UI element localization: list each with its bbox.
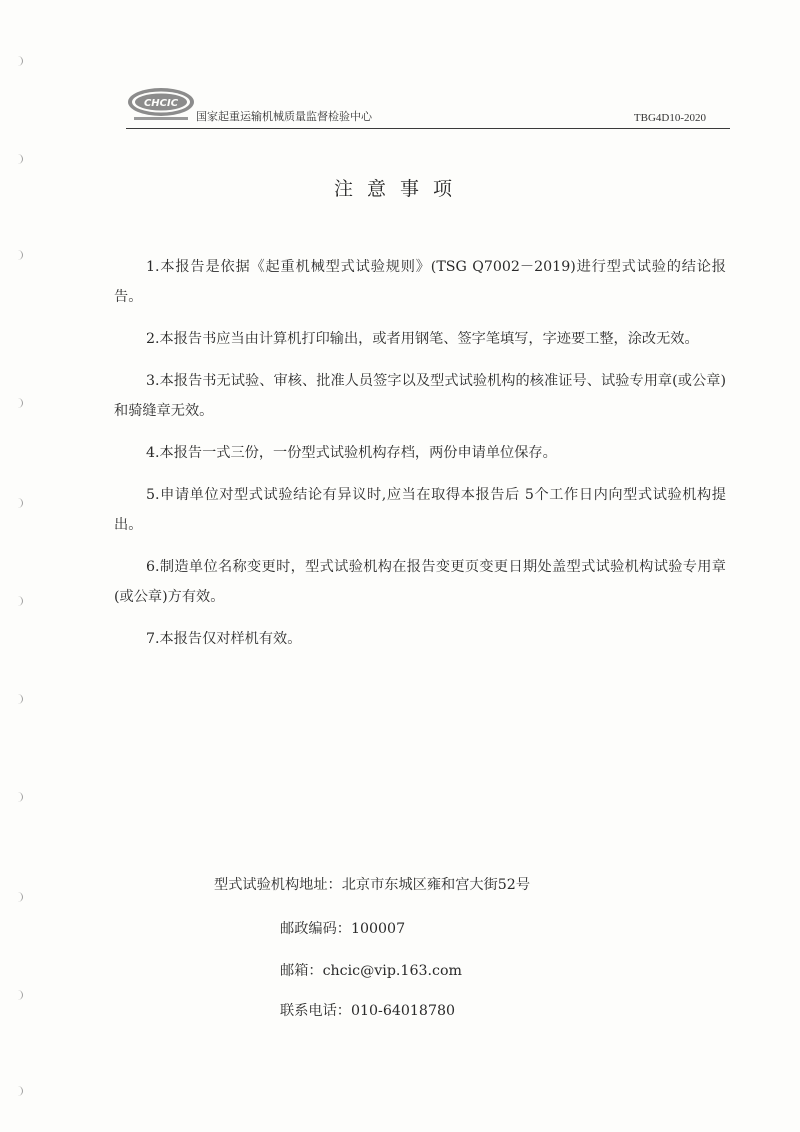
note-item: 4.本报告一式三份，一份型式试验机构存档，两份申请单位保存。 bbox=[146, 445, 557, 461]
binding-mark bbox=[14, 498, 23, 508]
address-row bbox=[214, 874, 530, 894]
postcode-value: 100007 bbox=[350, 921, 406, 937]
binding-mark bbox=[14, 990, 23, 1000]
binding-mark bbox=[14, 694, 23, 704]
note-item: 6.制造单位名称变更时，型式试验机构在报告变更页变更日期处盖型式试验机构试验专用章(或公章)方有效。 bbox=[114, 559, 726, 605]
header-rule bbox=[126, 128, 730, 129]
address-label: 型式试验机构地址： bbox=[214, 877, 342, 893]
binding-mark bbox=[14, 398, 23, 408]
phone-row bbox=[280, 1000, 455, 1020]
note-item: 1.本报告是依据《起重机械型式试验规则》(TSG Q7002－2019)进行型式试验的结论报告。 bbox=[114, 259, 726, 305]
note-item: 2.本报告书应当由计算机打印输出，或者用钢笔、签字笔填写，字迹要工整，涂改无效。 bbox=[146, 331, 699, 347]
document-number: TBG4D10-2020 bbox=[633, 112, 706, 124]
binding-mark bbox=[14, 596, 23, 606]
phone-value: 010-64018780 bbox=[350, 1003, 456, 1019]
email-row bbox=[280, 960, 462, 980]
email-label: 邮箱： bbox=[280, 963, 323, 979]
address-value: 北京市东城区雍和宫大街52号 bbox=[341, 877, 531, 893]
page-title: 注意事项 bbox=[333, 178, 466, 200]
postcode-label: 邮政编码： bbox=[280, 921, 351, 937]
binding-mark bbox=[14, 250, 23, 260]
binding-mark bbox=[14, 1086, 23, 1096]
logo-text: CHCIC bbox=[143, 98, 179, 109]
note-item: 7.本报告仅对样机有效。 bbox=[146, 631, 302, 647]
binding-mark bbox=[14, 892, 23, 902]
binding-mark bbox=[14, 792, 23, 802]
binding-mark bbox=[14, 56, 23, 66]
phone-label: 联系电话： bbox=[280, 1003, 351, 1019]
chcic-logo bbox=[126, 86, 196, 122]
notes-list bbox=[114, 252, 726, 666]
postcode-row bbox=[280, 918, 405, 938]
note-item: 3.本报告书无试验、审核、批准人员签字以及型式试验机构的核准证号、试验专用章(或公章)和骑缝章无效。 bbox=[114, 373, 726, 419]
binding-mark bbox=[14, 154, 23, 164]
page-header bbox=[126, 84, 730, 132]
email-value: chcic@vip.163.com bbox=[322, 963, 462, 979]
organization-name: 国家起重运输机械质量监督检验中心 bbox=[196, 110, 372, 123]
note-item: 5.申请单位对型式试验结论有异议时,应当在取得本报告后 5个工作日内向型式试验机构提出。 bbox=[114, 487, 726, 533]
